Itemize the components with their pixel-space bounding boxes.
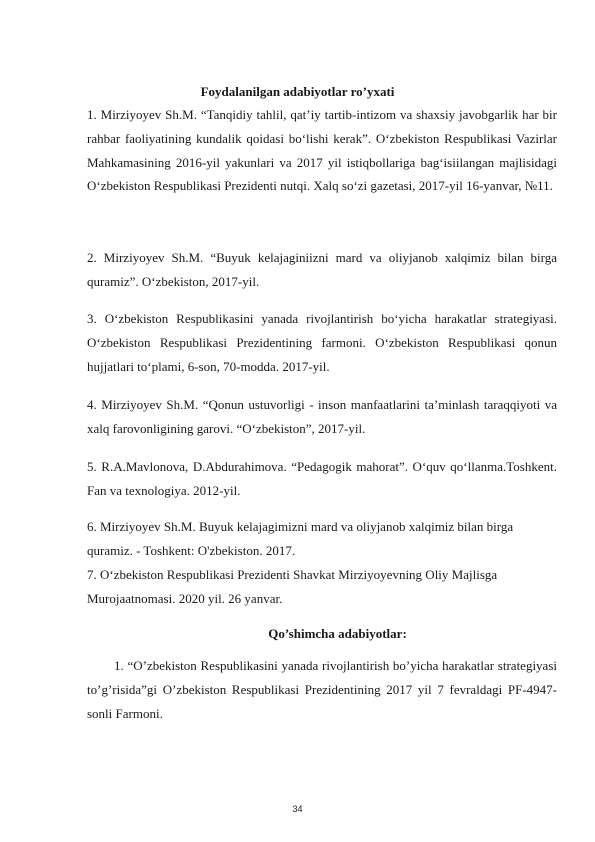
reference-item-5: 5. R.A.Mavlonova, D.Abdurahimova. “Pedagogik mahorat”. O‘quv qo‘llanma.Toshkent. Fan va texnologiya. 2012-yil. bbox=[87, 459, 557, 498]
reference-item-6: 6. Mirziyoyev Sh.M. Buyuk kelajagimizni mard va oliyjanob xalqimiz bilan birga quramiz. - Toshkent: O'zbekiston. 2017. bbox=[87, 519, 514, 558]
reference-item-1: 1. Mirziyoyev Sh.M. “Tanqidiy tahlil, qat’iy tartib-intizom va shaxsiy javobgarlik har bir rahbar faoliyatining kundalik qoidasi bo‘lishi kerak”. O‘zbekiston Respublikasi Vazirlar Mahkamasining 2016-yil yakunlari va 2017 yil istiqbollariga bag‘isiilangan majlisidagi O‘zbekiston Respublikasi Prezidenti nutqi. Xalq so‘zi gazetasi, 2017-yil 16-yanvar, №11. bbox=[87, 107, 557, 194]
reference-item-3: 3. O‘zbekiston Respublikasini yanada rivojlantirish bo‘yicha harakatlar strategiyasi. O‘zbekiston Respublikasi Prezidentining farmoni. O‘zbekiston Respublikasi qonun hujjatlari to‘plami, 6-son, 70-modda. 2017-yil. bbox=[87, 311, 557, 374]
reference-item-2: 2. Mirziyoyev Sh.M. “Buyuk kelajaginiizni mard va oliyjanob xalqimiz bilan birga quramiz”. O‘zbekiston, 2017-yil. bbox=[87, 250, 557, 289]
reference-item-7: 7. O‘zbekiston Respublikasi Prezidenti Shavkat Mirziyoyevning Oliy Majlisga Murojaatnomasi. 2020 yil. 26 yanvar. bbox=[87, 567, 498, 606]
additional-reference-item-1: 1. “O’zbekiston Respublikasini yanada rivojlantirish bo’yicha harakatlar strategiyasi to’g’risida”gi O’zbekiston Respublikasi Prezidentining 2017 yil 7 fevraldagi PF-4947-sonli Farmoni. bbox=[87, 658, 557, 721]
references-heading: Foydalanilgan adabiyotlar ro’yxati bbox=[200, 84, 395, 99]
page-number: 34 bbox=[292, 804, 303, 814]
reference-item-4: 4. Mirziyoyev Sh.M. “Qonun ustuvorligi - inson manfaatlarini ta’minlash taraqqiyoti va xalq farovonligining garovi. “O‘zbekiston”, 2017-yil. bbox=[87, 397, 557, 436]
additional-references-heading: Qo’shimcha adabiyotlar: bbox=[268, 626, 407, 641]
